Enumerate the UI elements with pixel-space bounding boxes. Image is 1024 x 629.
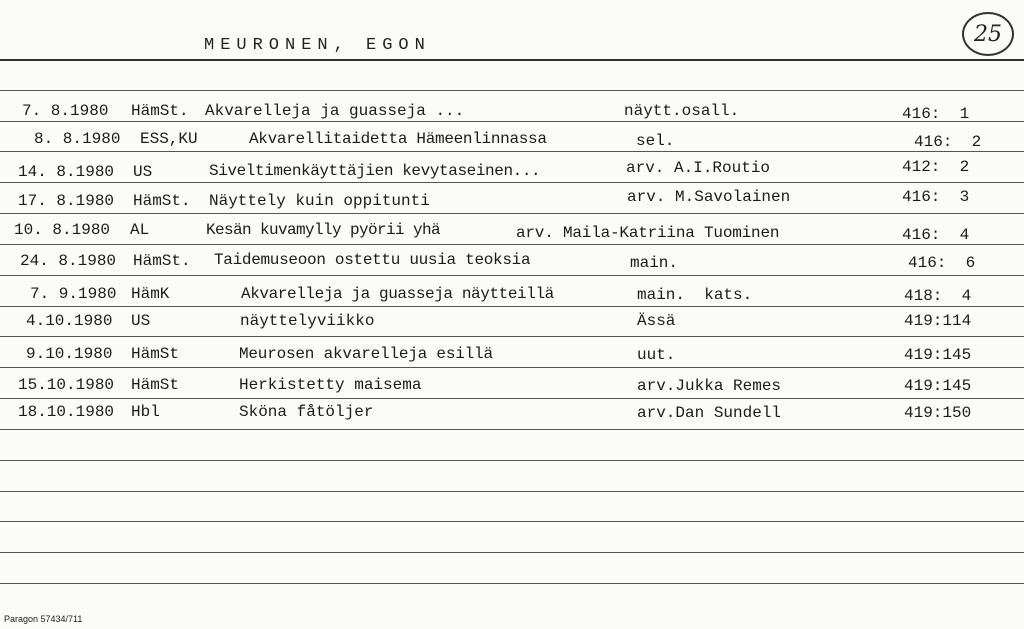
entry-title: näyttelyviikko xyxy=(240,312,375,330)
entry-date: 9.10.1980 xyxy=(26,345,113,363)
entry-date: 18.10.1980 xyxy=(18,403,115,421)
entry-ref: 419:150 xyxy=(904,404,972,422)
entry-source: HämK xyxy=(131,285,170,303)
ruled-line xyxy=(0,213,1024,214)
ruled-line xyxy=(0,460,1024,461)
entry-title: Sköna fåtöljer xyxy=(239,403,374,421)
ruled-line xyxy=(0,336,1024,337)
ruled-line xyxy=(0,398,1024,399)
ruled-line xyxy=(0,151,1024,152)
card-number: 25 xyxy=(974,21,1002,47)
entry-ref: 416: 4 xyxy=(902,226,970,244)
entry-title: Taidemuseoon ostettu uusia teoksia xyxy=(214,251,531,269)
entry-type: näytt.osall. xyxy=(624,102,740,120)
ruled-line xyxy=(0,244,1024,245)
entry-source: US xyxy=(131,312,151,330)
entry-type: sel. xyxy=(636,132,675,150)
entry-date: 10. 8.1980 xyxy=(14,221,111,239)
entry-ref: 419:114 xyxy=(904,312,972,330)
entry-title: Akvarelleja ja guasseja ... xyxy=(205,102,465,120)
ruled-line xyxy=(0,182,1024,183)
ruled-line xyxy=(0,491,1024,492)
header-rule xyxy=(0,59,1024,61)
entry-source: HämSt xyxy=(131,345,180,363)
entry-title: Herkistetty maisema xyxy=(239,376,422,394)
entry-title: Siveltimenkäyttäjien kevytaseinen... xyxy=(209,162,541,180)
entry-source: US xyxy=(133,163,153,181)
entry-date: 4.10.1980 xyxy=(26,312,113,330)
entry-ref: 419:145 xyxy=(904,346,972,364)
entry-title: Akvarelleja ja guasseja näytteillä xyxy=(241,285,554,303)
entry-ref: 418: 4 xyxy=(904,287,972,305)
entry-type: main. xyxy=(630,254,679,272)
entry-ref: 416: 2 xyxy=(914,133,982,151)
entry-source: AL xyxy=(130,221,150,239)
entry-date: 7. 9.1980 xyxy=(30,285,117,303)
entry-type: arv. A.I.Routio xyxy=(626,159,771,177)
ruled-line xyxy=(0,306,1024,307)
card-footer: Paragon 57434/711 xyxy=(4,614,83,624)
entry-ref: 416: 3 xyxy=(902,188,970,206)
entry-title: Akvarellitaidetta Hämeenlinnassa xyxy=(249,130,547,148)
entry-type: arv. M.Savolainen xyxy=(627,188,791,206)
entry-ref: 416: 1 xyxy=(902,105,970,123)
ruled-line xyxy=(0,429,1024,430)
entry-title: Näyttely kuin oppitunti xyxy=(209,192,430,210)
entry-title: Kesän kuvamylly pyörii yhä xyxy=(206,221,441,239)
entry-source: HämSt. xyxy=(133,252,191,270)
ruled-line xyxy=(0,552,1024,553)
ruled-line xyxy=(0,583,1024,584)
entry-date: 14. 8.1980 xyxy=(18,163,115,181)
entry-type: uut. xyxy=(637,346,676,364)
entry-source: HämSt. xyxy=(133,192,191,210)
ruled-line xyxy=(0,367,1024,368)
entry-ref: 419:145 xyxy=(904,377,972,395)
entry-source: HämSt xyxy=(131,376,180,394)
entry-type: arv.Dan Sundell xyxy=(637,404,782,422)
entry-ref: 416: 6 xyxy=(908,254,976,272)
entry-type: Ässä xyxy=(637,312,676,330)
entry-date: 15.10.1980 xyxy=(18,376,115,394)
entry-source: Hbl xyxy=(131,403,160,421)
ruled-line xyxy=(0,121,1024,122)
entry-source: ESS,KU xyxy=(140,130,198,148)
card-number-circle xyxy=(962,12,1014,56)
entry-source: HämSt. xyxy=(131,102,189,120)
entry-ref: 412: 2 xyxy=(902,158,970,176)
entry-date: 8. 8.1980 xyxy=(34,130,121,148)
card-title: MEURONEN, EGON xyxy=(204,36,431,55)
entry-type: arv.Jukka Remes xyxy=(637,377,782,395)
ruled-line xyxy=(0,90,1024,91)
ruled-line xyxy=(0,275,1024,276)
entry-title: Meurosen akvarelleja esillä xyxy=(239,345,493,363)
entry-date: 24. 8.1980 xyxy=(20,252,117,270)
entry-date: 7. 8.1980 xyxy=(22,102,109,120)
entry-type: main. kats. xyxy=(637,286,753,304)
entry-type: arv. Maila-Katriina Tuominen xyxy=(516,224,780,242)
entry-date: 17. 8.1980 xyxy=(18,192,115,210)
ruled-line xyxy=(0,521,1024,522)
